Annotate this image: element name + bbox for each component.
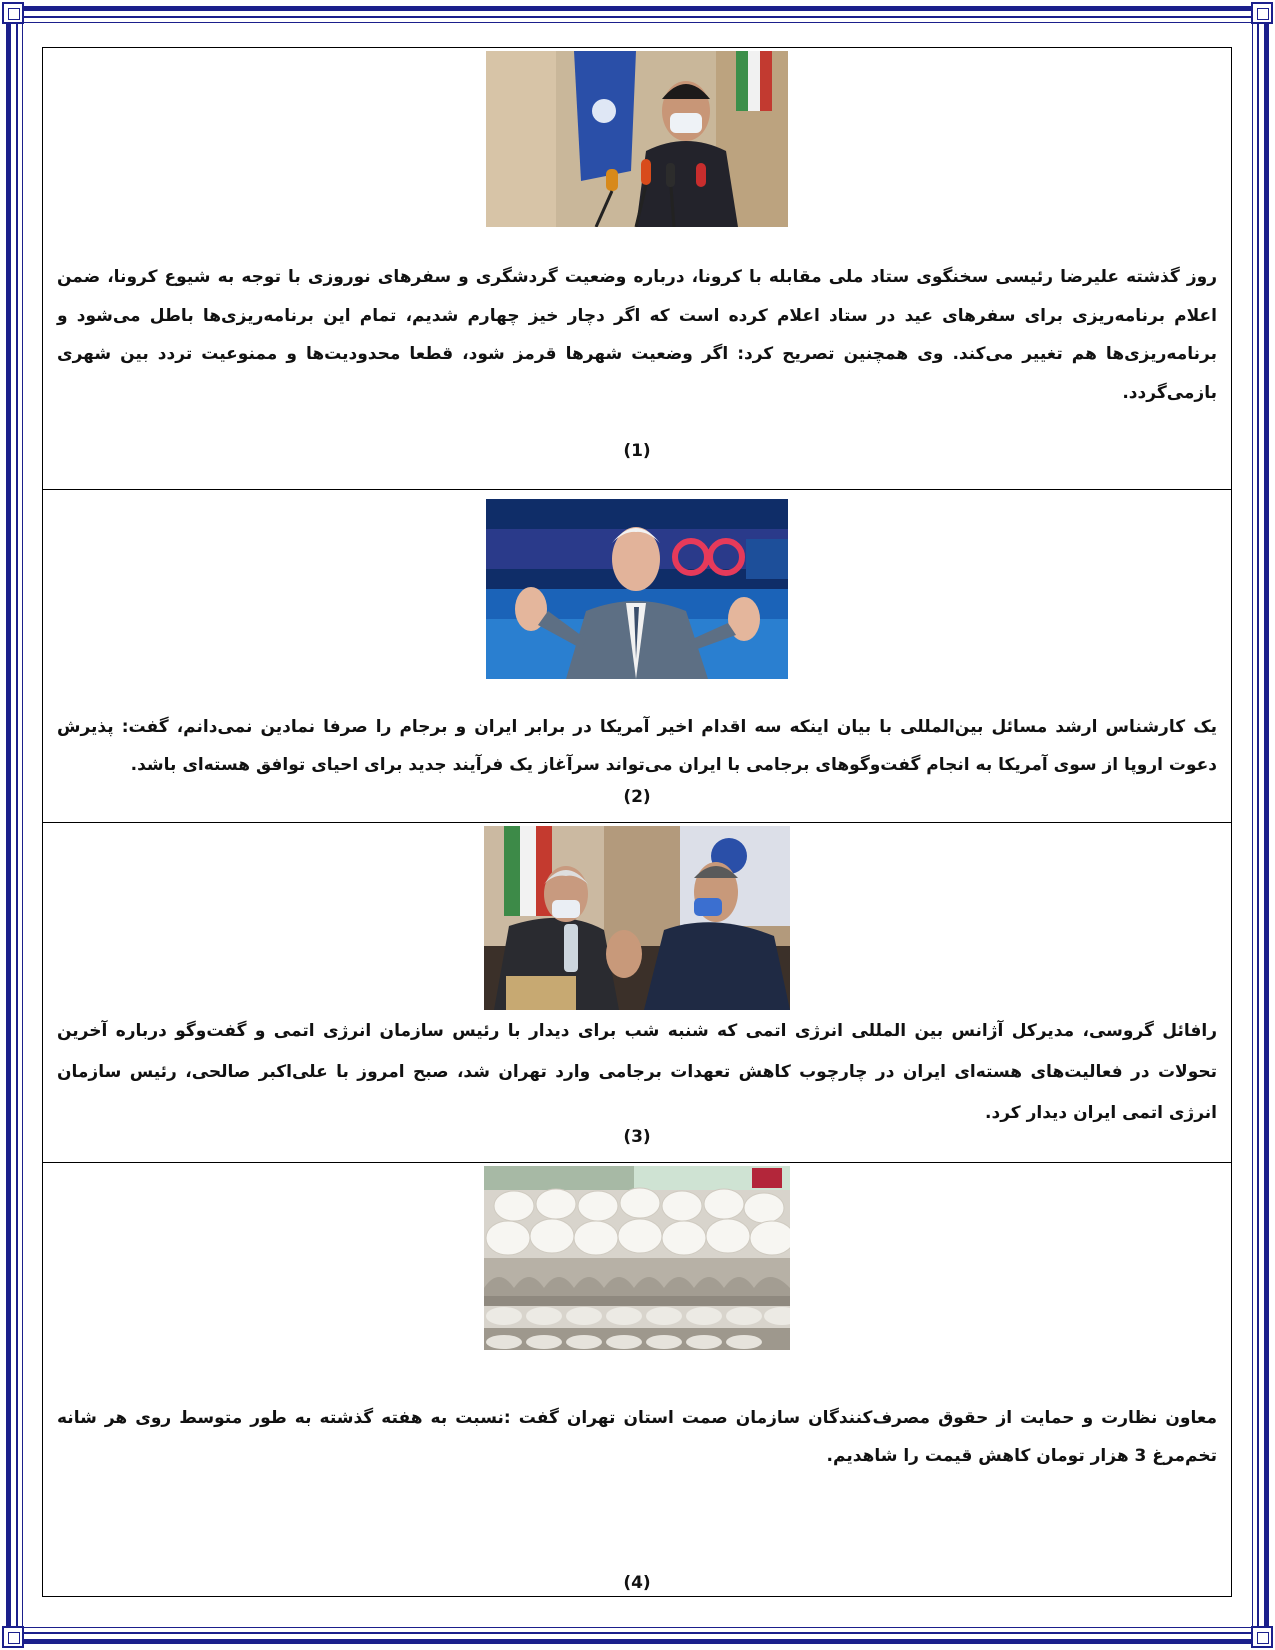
item-number-3: (3): [623, 1127, 651, 1147]
item-number-1: (1): [623, 441, 651, 461]
corner-ornament-bottom-left: [2, 1626, 24, 1648]
news-paragraph-4: معاون نظارت و حمایت از حقوق مصرف‌کنندگان سازمان صمت استان تهران گفت :نسبت به هفته گذشته به طور متوسط روی هر شانه تخم‌مرغ 3 هزار تومان کاهش قیمت را شاهدیم.: [57, 1408, 1217, 1466]
news-item-1: [43, 48, 1231, 490]
news-paragraph-3: رافائل گروسی، مدیرکل آژانس بین المللی انرژی اتمی که شنبه شب برای دیدار با رئیس سازمان انرژی اتمی و گفت‌وگو درباره آخرین تحولات در فعالیت‌های هسته‌ای ایران در چارچوب کاهش تعهدات برجامی وارد تهران شد، صبح امروز با علی‌اکبر صالحی، رئیس سازمان انرژی اتمی ایران دیدار کرد.: [57, 1021, 1217, 1123]
item-number-4: (4): [623, 1573, 651, 1593]
news-item-4: [43, 1163, 1231, 1598]
news-item-3: [43, 823, 1231, 1163]
news-item-2: [43, 490, 1231, 823]
news-table: [42, 47, 1232, 1597]
photo-spokesman-press: [486, 51, 788, 227]
news-paragraph-1: روز گذشته علیرضا رئیسی سخنگوی ستاد ملی مقابله با کرونا، درباره وضعیت گردشگری و سفرهای نوروزی با توجه به شیوع کرونا، ضمن اعلام برنامه‌ریزی برای سفرهای عید در ستاد اعلام کرده است که اگر دچار خیز چهارم شدیم، تمام این برنامه‌ریزی‌ها باطل می‌شود و برنامه‌ریزی‌ها هم تغییر می‌کند. وی همچنین تصریح کرد: اگر وضعیت شهرها قرمز شود، قطعا محدودیت‌ها و ممنوعیت تردد بین شهری بازمی‌گردد.: [57, 267, 1217, 403]
photo-biden-speaking: [486, 499, 788, 679]
corner-ornament-bottom-right: [1251, 1626, 1273, 1648]
photo-egg-trays: [484, 1166, 790, 1350]
corner-ornament-top-left: [2, 2, 24, 24]
corner-ornament-top-right: [1251, 2, 1273, 24]
news-paragraph-2: یک کارشناس ارشد مسائل بین‌المللی با بیان اینکه سه اقدام اخیر آمریکا در برابر ایران و برجام را صرفا نمادین نمی‌دانم، گفت: پذیرش دعوت اروپا از سوی آمریکا به انجام گفت‌وگوهای برجامی با ایران می‌تواند سرآغاز یک فرآیند جدید برای احیای توافق هسته‌ای باشد.: [57, 717, 1217, 775]
item-number-2: (2): [623, 787, 651, 807]
photo-grossi-salehi-meeting: [484, 826, 790, 1010]
